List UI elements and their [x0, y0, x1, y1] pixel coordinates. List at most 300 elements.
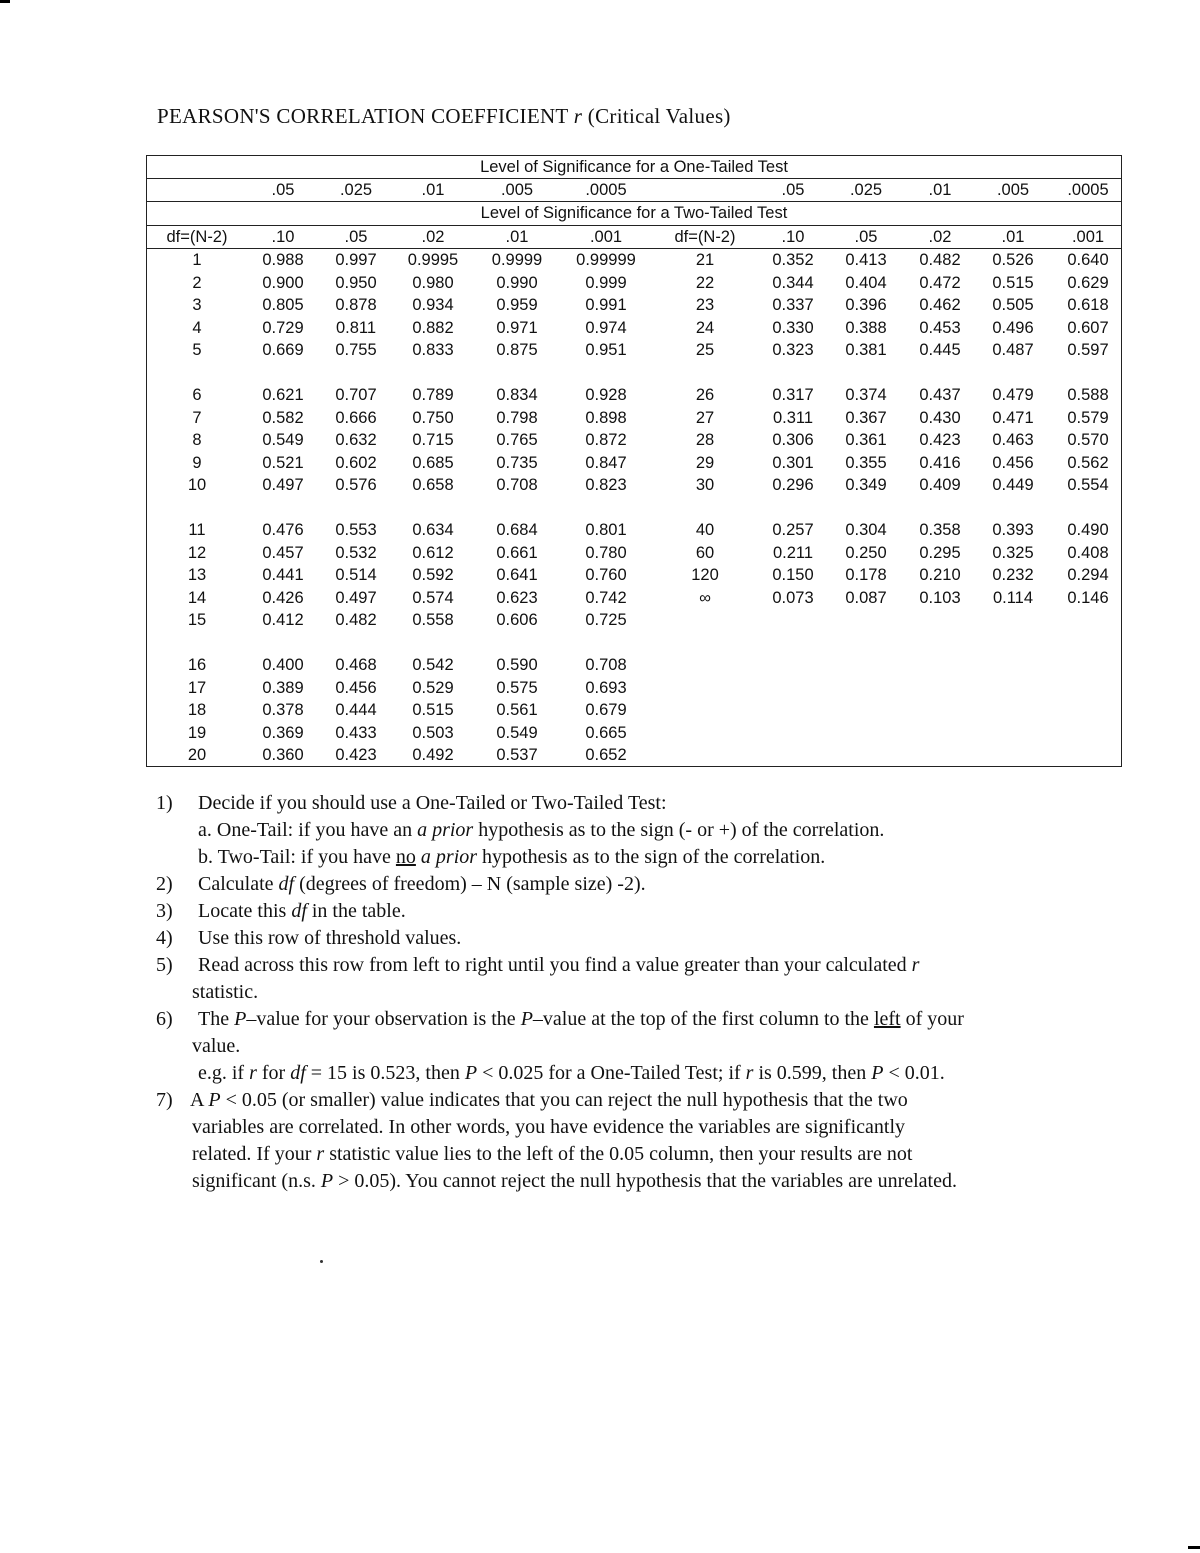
critical-value: 0.729 — [262, 318, 304, 337]
note-text: significant (n.s. — [192, 1170, 321, 1192]
note-6-example — [150, 1060, 1150, 1087]
critical-value: 0.549 — [262, 431, 304, 449]
critical-value: 0.750 — [412, 408, 454, 427]
two-tailed-level: .01 — [505, 228, 529, 246]
note-number: 6) — [156, 1008, 173, 1030]
note-emphasis: df — [291, 900, 307, 922]
critical-value: 0.823 — [585, 476, 627, 494]
critical-value: 0.760 — [585, 566, 627, 584]
df-value: 120 — [691, 566, 719, 584]
critical-value: 0.360 — [262, 746, 304, 764]
critical-value: 0.400 — [262, 656, 304, 674]
critical-value: 0.988 — [262, 251, 304, 269]
two-tailed-level: .05 — [854, 228, 878, 246]
df-value: 23 — [695, 296, 715, 314]
note-text: The — [198, 1008, 235, 1030]
critical-value: 0.423 — [919, 431, 961, 449]
critical-value: 0.330 — [772, 318, 814, 337]
critical-value: 0.325 — [992, 543, 1034, 562]
note-emphasis: P — [520, 1008, 533, 1030]
critical-value: 0.412 — [262, 611, 304, 629]
critical-value: 0.742 — [585, 588, 627, 607]
critical-value: 0.433 — [335, 723, 377, 742]
critical-value: 0.449 — [992, 476, 1034, 494]
df-value: 26 — [695, 386, 715, 404]
critical-value: 0.693 — [585, 678, 627, 697]
critical-value: 0.562 — [1067, 453, 1109, 472]
critical-value: 0.542 — [412, 656, 454, 674]
critical-value: 0.950 — [335, 273, 377, 292]
critical-value: 0.558 — [412, 611, 454, 629]
note-text: Calculate — [198, 873, 279, 895]
note-line — [190, 1168, 1150, 1195]
critical-value: 0.441 — [262, 566, 304, 584]
title-sub: (Critical Values) — [587, 104, 731, 128]
note-text: Locate this — [198, 900, 292, 922]
critical-value: 0.679 — [585, 701, 627, 719]
note-emphasis: r — [316, 1143, 325, 1165]
two-tailed-level: .10 — [271, 228, 295, 246]
note-5 — [150, 952, 1150, 1006]
one-tailed-level: .05 — [271, 181, 295, 199]
critical-value: 0.621 — [262, 386, 304, 404]
df-value: 18 — [187, 701, 207, 719]
note-text: a. One-Tail: if you have an — [198, 819, 418, 841]
critical-value: 0.490 — [1067, 521, 1109, 539]
df-value: 17 — [187, 678, 207, 697]
note-text: e.g. if — [198, 1062, 250, 1084]
note-number: 5) — [156, 954, 173, 976]
critical-value: 0.537 — [496, 746, 538, 764]
critical-value: 0.549 — [496, 723, 538, 742]
note-text: of your — [900, 1008, 964, 1030]
critical-value: 0.349 — [845, 476, 887, 494]
critical-value: 0.707 — [335, 386, 377, 404]
critical-value: 0.150 — [772, 566, 814, 584]
two-tailed-level: .02 — [421, 228, 445, 246]
df-value: 9 — [192, 453, 202, 472]
critical-value: 0.337 — [772, 296, 814, 314]
critical-value: 0.367 — [845, 408, 887, 427]
df-header: df=(N-2) — [674, 228, 736, 246]
note-1a — [150, 817, 1150, 844]
note-text: Read across this row from left to right until you find a value greater than your calculated — [198, 954, 912, 976]
critical-value: 0.974 — [585, 318, 627, 337]
scan-mark-top-left — [0, 0, 10, 3]
critical-value: 0.369 — [262, 723, 304, 742]
df-value: 40 — [695, 521, 715, 539]
critical-value: 0.295 — [919, 543, 961, 562]
df-value: 6 — [192, 386, 202, 404]
note-emphasis: P — [871, 1062, 884, 1084]
divider — [147, 225, 1121, 226]
critical-value: 0.900 — [262, 273, 304, 292]
critical-value: 0.317 — [772, 386, 814, 404]
note-text: in the table. — [306, 900, 406, 922]
critical-value: 0.632 — [335, 431, 377, 449]
df-value: 25 — [695, 341, 715, 359]
critical-value: 0.472 — [919, 273, 961, 292]
df-value: 2 — [192, 273, 202, 292]
note-4 — [150, 925, 1150, 952]
note-emphasis: P — [464, 1062, 478, 1084]
critical-value: 0.99999 — [576, 251, 636, 269]
critical-value: 0.355 — [845, 453, 887, 472]
df-value: 12 — [187, 543, 207, 562]
note-text: b. Two-Tail: if you have — [198, 846, 396, 868]
one-tailed-level: .05 — [781, 181, 805, 199]
divider — [147, 201, 1121, 202]
critical-value: 0.437 — [919, 386, 961, 404]
critical-value: 0.735 — [496, 453, 538, 472]
critical-value: 0.715 — [412, 431, 454, 449]
critical-value: 0.468 — [335, 656, 377, 674]
critical-value: 0.073 — [772, 588, 814, 607]
critical-value: 0.553 — [335, 521, 377, 539]
note-emphasis: P — [234, 1008, 247, 1030]
note-text: statistic. — [192, 981, 259, 1003]
critical-value: 0.497 — [262, 476, 304, 494]
critical-value: 0.232 — [992, 566, 1034, 584]
critical-value: 0.389 — [262, 678, 304, 697]
df-value: 3 — [192, 296, 202, 314]
critical-value: 0.872 — [585, 431, 627, 449]
two-tailed-label: Level of Significance for a Two-Tailed Test — [480, 204, 788, 222]
critical-value: 0.875 — [496, 341, 538, 359]
critical-value: 0.570 — [1067, 431, 1109, 449]
note-text: (degrees of freedom) – N (sample size) -2). — [294, 873, 646, 895]
one-tailed-label: Level of Significance for a One-Tailed Test — [480, 158, 788, 176]
note-emphasis: r — [745, 1062, 754, 1084]
df-value: ∞ — [699, 588, 711, 607]
critical-value: 0.114 — [992, 588, 1034, 607]
critical-value: 0.582 — [262, 408, 304, 427]
critical-value: 0.602 — [335, 453, 377, 472]
df-header: df=(N-2) — [166, 228, 228, 246]
df-value: 1 — [192, 251, 202, 269]
critical-value: 0.503 — [412, 723, 454, 742]
note-text: related. If your — [192, 1143, 317, 1165]
critical-value: 0.661 — [496, 543, 538, 562]
critical-value: 0.476 — [262, 521, 304, 539]
note-text: A — [190, 1089, 209, 1111]
critical-value: 0.999 — [585, 273, 627, 292]
critical-value: 0.444 — [335, 701, 377, 719]
note-text: < 0.05 (or smaller) value indicates that you can reject the null hypothesis that the two — [220, 1089, 908, 1111]
one-tailed-level: .005 — [996, 181, 1030, 199]
note-emphasis: r — [249, 1062, 257, 1084]
critical-value: 0.250 — [845, 543, 887, 562]
note-emphasis: P — [320, 1170, 334, 1192]
critical-value: 0.404 — [845, 273, 887, 292]
critical-value: 0.725 — [585, 611, 627, 629]
note-underline: left — [873, 1008, 901, 1030]
df-value: 24 — [695, 318, 715, 337]
df-value: 27 — [695, 408, 715, 427]
critical-value: 0.684 — [496, 521, 538, 539]
critical-value: 0.529 — [412, 678, 454, 697]
note-number: 1) — [156, 792, 173, 814]
note-6 — [150, 1006, 1150, 1060]
critical-value: 0.980 — [412, 273, 454, 292]
note-emphasis: r — [911, 954, 920, 976]
divider — [147, 178, 1121, 179]
note-line — [190, 1141, 1150, 1168]
df-value: 22 — [695, 273, 715, 292]
critical-value: 0.798 — [496, 408, 538, 427]
critical-value: 0.629 — [1067, 273, 1109, 292]
critical-value: 0.456 — [992, 453, 1034, 472]
critical-value: 0.146 — [1067, 588, 1109, 607]
df-value: 4 — [192, 318, 202, 337]
critical-value: 0.210 — [919, 566, 961, 584]
critical-value: 0.361 — [845, 431, 887, 449]
critical-value: 0.456 — [335, 678, 377, 697]
critical-value: 0.991 — [585, 296, 627, 314]
critical-value: 0.640 — [1067, 251, 1109, 269]
note-text: is 0.599, then — [753, 1062, 872, 1084]
title-main: PEARSON'S CORRELATION COEFFICIENT — [157, 104, 569, 128]
critical-value: 0.652 — [585, 746, 627, 764]
critical-value: 0.514 — [335, 566, 377, 584]
critical-value: 0.296 — [772, 476, 814, 494]
note-number: 4) — [156, 927, 173, 949]
critical-value: 0.623 — [496, 588, 538, 607]
critical-value: 0.9995 — [407, 251, 459, 269]
df-value: 16 — [187, 656, 207, 674]
two-tailed-level: .001 — [1071, 228, 1105, 246]
critical-value: 0.479 — [992, 386, 1034, 404]
critical-value: 0.708 — [496, 476, 538, 494]
note-text: Use this row of threshold values. — [198, 927, 462, 949]
one-tailed-level: .025 — [339, 181, 373, 199]
critical-value: 0.959 — [496, 296, 538, 314]
one-tailed-level: .005 — [500, 181, 534, 199]
critical-value: 0.311 — [772, 408, 814, 427]
critical-value: 0.789 — [412, 386, 454, 404]
critical-value: 0.413 — [845, 251, 887, 269]
critical-value: 0.576 — [335, 476, 377, 494]
note-1 — [150, 790, 1150, 817]
note-text: < 0.01. — [883, 1062, 945, 1084]
note-number: 3) — [156, 900, 173, 922]
critical-value: 0.951 — [585, 341, 627, 359]
critical-value: 0.492 — [412, 746, 454, 764]
df-value: 8 — [192, 431, 202, 449]
critical-value: 0.409 — [919, 476, 961, 494]
note-emphasis: a prior — [420, 846, 478, 868]
one-tailed-level: .0005 — [585, 181, 627, 199]
critical-value: 0.482 — [919, 251, 961, 269]
critical-value: 0.462 — [919, 296, 961, 314]
two-tailed-level: .02 — [928, 228, 952, 246]
critical-value: 0.497 — [335, 588, 377, 607]
critical-value: 0.457 — [262, 543, 304, 562]
critical-value: 0.521 — [262, 453, 304, 472]
critical-value: 0.971 — [496, 318, 538, 337]
critical-value: 0.597 — [1067, 341, 1109, 359]
critical-value: 0.685 — [412, 453, 454, 472]
critical-value: 0.708 — [585, 656, 627, 674]
df-value: 7 — [192, 408, 202, 427]
note-number: 7) — [156, 1089, 173, 1111]
critical-value: 0.408 — [1067, 543, 1109, 562]
critical-value: 0.658 — [412, 476, 454, 494]
note-text: > 0.05). You cannot reject the null hypothesis that the variables are unrelated. — [333, 1170, 957, 1192]
critical-value: 0.352 — [772, 251, 814, 269]
critical-value: 0.323 — [772, 341, 814, 359]
critical-value: 0.396 — [845, 296, 887, 314]
critical-value: 0.505 — [992, 296, 1034, 314]
one-tailed-level: .025 — [849, 181, 883, 199]
critical-value: 0.669 — [262, 341, 304, 359]
critical-value: 0.811 — [335, 318, 377, 337]
critical-value: 0.388 — [845, 318, 887, 337]
note-text: –value at the top of the first column to the — [532, 1008, 874, 1030]
two-tailed-level: .10 — [781, 228, 805, 246]
critical-value: 0.257 — [772, 521, 814, 539]
stray-mark — [320, 1260, 323, 1263]
critical-value: 0.882 — [412, 318, 454, 337]
critical-value: 0.378 — [262, 701, 304, 719]
critical-value: 0.575 — [496, 678, 538, 697]
two-tailed-level: .01 — [1001, 228, 1025, 246]
critical-value: 0.618 — [1067, 296, 1109, 314]
df-value: 30 — [695, 476, 715, 494]
one-tailed-level: .01 — [928, 181, 952, 199]
critical-value: 0.780 — [585, 543, 627, 562]
note-text: = 15 is 0.523, then — [305, 1062, 465, 1084]
note-emphasis: df — [278, 873, 295, 895]
two-tailed-level: .001 — [589, 228, 623, 246]
critical-value: 0.561 — [496, 701, 538, 719]
critical-value: 0.666 — [335, 408, 377, 427]
note-text: for — [256, 1062, 291, 1084]
note-text: hypothesis as to the sign (- or +) of the correlation. — [473, 819, 885, 841]
note-number: 2) — [156, 873, 173, 895]
critical-value: 0.471 — [992, 408, 1034, 427]
df-value: 60 — [695, 543, 715, 562]
df-value: 19 — [187, 723, 207, 742]
note-1b — [150, 844, 1150, 871]
critical-value: 0.463 — [992, 431, 1034, 449]
instructions — [150, 790, 1150, 1195]
df-value: 29 — [695, 453, 715, 472]
critical-value: 0.515 — [412, 701, 454, 719]
page-title — [157, 104, 731, 129]
two-tailed-level: .05 — [344, 228, 368, 246]
critical-value: 0.606 — [496, 611, 538, 629]
note-text: –value for your observation is the — [246, 1008, 521, 1030]
critical-value: 0.304 — [845, 521, 887, 539]
critical-value: 0.612 — [412, 543, 454, 562]
critical-value: 0.579 — [1067, 408, 1109, 427]
critical-value: 0.178 — [845, 566, 887, 584]
note-emphasis: a prior — [417, 819, 474, 841]
note-text: value. — [192, 1035, 241, 1057]
critical-value: 0.393 — [992, 521, 1034, 539]
critical-value: 0.847 — [585, 453, 627, 472]
critical-value: 0.833 — [412, 341, 454, 359]
note-text: statistic value lies to the left of the 0.05 column, then your results are not — [324, 1143, 913, 1165]
critical-value: 0.306 — [772, 431, 814, 449]
critical-value: 0.487 — [992, 341, 1034, 359]
critical-value: 0.665 — [585, 723, 627, 742]
critical-value: 0.574 — [412, 588, 454, 607]
df-value: 13 — [187, 566, 207, 584]
one-tailed-level: .0005 — [1067, 181, 1109, 199]
critical-value: 0.755 — [335, 341, 377, 359]
note-text: < 0.025 for a One-Tailed Test; if — [477, 1062, 746, 1084]
critical-value: 0.430 — [919, 408, 961, 427]
critical-value: 0.9999 — [491, 251, 543, 269]
note-text: Decide if you should use a One-Tailed or Two-Tailed Test: — [198, 792, 667, 814]
note-emphasis: df — [290, 1062, 306, 1084]
critical-value: 0.592 — [412, 566, 454, 584]
critical-value: 0.294 — [1067, 566, 1109, 584]
critical-value: 0.801 — [585, 521, 627, 539]
critical-value: 0.426 — [262, 588, 304, 607]
critical-value: 0.087 — [845, 588, 887, 607]
scan-mark-bottom-right — [1188, 1546, 1200, 1549]
critical-value: 0.934 — [412, 296, 454, 314]
critical-values-table — [146, 155, 1122, 767]
df-value: 28 — [695, 431, 715, 449]
note-3 — [150, 898, 1150, 925]
critical-value: 0.416 — [919, 453, 961, 472]
note-2 — [150, 871, 1150, 898]
note-underline: no — [395, 846, 416, 868]
df-value: 14 — [187, 588, 207, 607]
one-tailed-level: .01 — [421, 181, 445, 199]
critical-value: 0.381 — [845, 341, 887, 359]
critical-value: 0.878 — [335, 296, 377, 314]
critical-value: 0.301 — [772, 453, 814, 472]
critical-value: 0.928 — [585, 386, 627, 404]
critical-value: 0.358 — [919, 521, 961, 539]
note-7 — [150, 1087, 1150, 1195]
critical-value: 0.990 — [496, 273, 538, 292]
critical-value: 0.453 — [919, 318, 961, 337]
critical-value: 0.607 — [1067, 318, 1109, 337]
critical-value: 0.515 — [992, 273, 1034, 292]
critical-value: 0.641 — [496, 566, 538, 584]
df-value: 5 — [192, 341, 202, 359]
critical-value: 0.496 — [992, 318, 1034, 337]
critical-value: 0.445 — [919, 341, 961, 359]
critical-value: 0.898 — [585, 408, 627, 427]
critical-value: 0.834 — [496, 386, 538, 404]
critical-value: 0.805 — [262, 296, 304, 314]
note-text: variables are correlated. In other words, you have evidence the variables are significantly — [192, 1116, 906, 1138]
critical-value: 0.588 — [1067, 386, 1109, 404]
df-value: 10 — [187, 476, 207, 494]
critical-value: 0.765 — [496, 431, 538, 449]
df-value: 21 — [695, 251, 715, 269]
df-value: 20 — [187, 746, 207, 764]
divider — [147, 248, 1121, 249]
critical-value: 0.482 — [335, 611, 377, 629]
critical-value: 0.590 — [496, 656, 538, 674]
critical-value: 0.997 — [335, 251, 377, 269]
critical-value: 0.526 — [992, 251, 1034, 269]
critical-value: 0.211 — [772, 543, 814, 562]
df-value: 15 — [187, 611, 207, 629]
df-value: 11 — [188, 521, 206, 539]
critical-value: 0.554 — [1067, 476, 1109, 494]
note-text: hypothesis as to the sign of the correlation. — [477, 846, 826, 868]
title-var: r — [573, 104, 583, 128]
